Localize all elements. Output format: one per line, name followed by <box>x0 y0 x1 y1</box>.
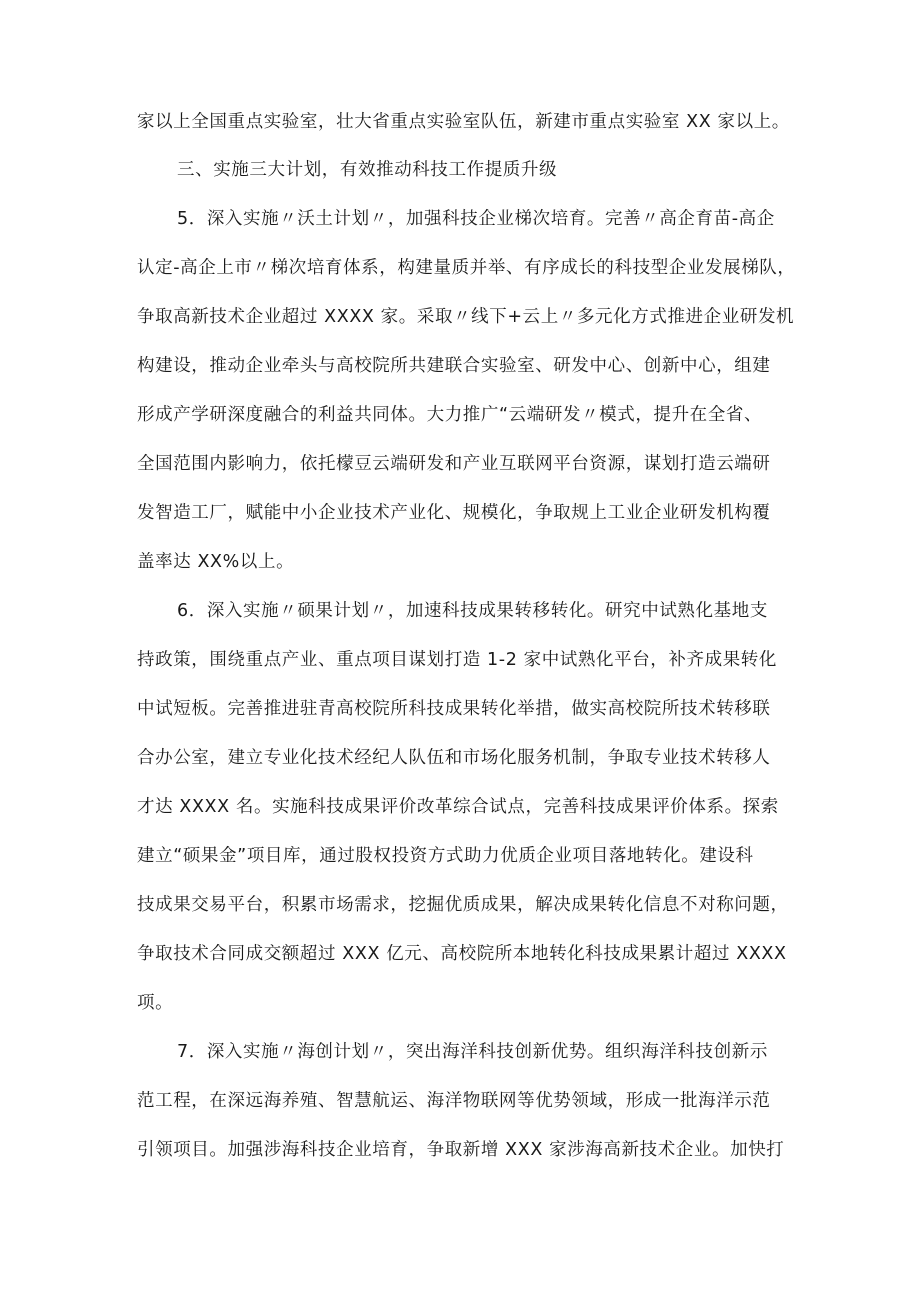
text-line: 项。 <box>137 993 174 1013</box>
text-line: 家以上全国重点实验室，壮大省重点实验室队伍，新建市重点实验室 XX 家以上。 <box>137 112 790 132</box>
text-line: 全国范围内影响力，依托檬豆云端研发和产业互联网平台资源，谋划打造云端研 <box>137 454 771 474</box>
text-line: 盖率达 XX%以上。 <box>137 552 295 572</box>
text-line: 范工程，在深远海养殖、智慧航运、海洋物联网等优势领域，形成一批海洋示范 <box>137 1091 771 1111</box>
text-line: 合办公室，建立专业化技术经纪人队伍和市场化服务机制，争取专业技术转移人 <box>137 748 771 768</box>
text-line: 发智造工厂，赋能中小企业技术产业化、规模化，争取规上工业企业研发机构覆 <box>137 503 771 523</box>
text-line: 7．深入实施〃海创计划〃，突出海洋科技创新优势。组织海洋科技创新示 <box>177 1042 768 1062</box>
text-line: 引领项目。加强涉海科技企业培育，争取新增 XXX 家涉海高新技术企业。加快打 <box>137 1140 785 1160</box>
text-line: 争取高新技术企业超过 XXXX 家。采取〃线下+云上〃多元化方式推进企业研发机 <box>137 307 795 327</box>
text-line: 6．深入实施〃硕果计划〃，加速科技成果转移转化。研究中试熟化基地支 <box>177 601 768 621</box>
section-heading: 三、实施三大计划，有效推动科技工作提质升级 <box>177 160 558 180</box>
text-line: 才达 XXXX 名。实施科技成果评价改革综合试点，完善科技成果评价体系。探索 <box>137 797 779 817</box>
text-line: 争取技术合同成交额超过 XXX 亿元、高校院所本地转化科技成果累计超过 XXXX <box>137 944 787 964</box>
text-line: 5．深入实施〃沃土计划〃，加强科技企业梯次培育。完善〃高企育苗-高企 <box>177 209 775 229</box>
text-line: 构建设，推动企业牵头与高校院所共建联合实验室、研发中心、创新中心，组建 <box>137 356 771 376</box>
text-line: 认定-高企上市〃梯次培育体系，构建量质并举、有序成长的科技型企业发展梯队， <box>137 258 796 278</box>
text-line: 建立“硕果金”项目库，通过股权投资方式助力优质企业项目落地转化。建设科 <box>137 846 754 866</box>
text-line: 持政策，围绕重点产业、重点项目谋划打造 1-2 家中试熟化平台，补齐成果转化 <box>137 650 778 670</box>
text-line: 形成产学研深度融合的利益共同体。大力推广“云端研发〃模式，提升在全省、 <box>137 405 763 425</box>
text-line: 技成果交易平台，积累市场需求，挖掘优质成果，解决成果转化信息不对称问题， <box>137 895 789 915</box>
text-line: 中试短板。完善推进驻青高校院所科技成果转化举措，做实高校院所技术转移联 <box>137 699 771 719</box>
